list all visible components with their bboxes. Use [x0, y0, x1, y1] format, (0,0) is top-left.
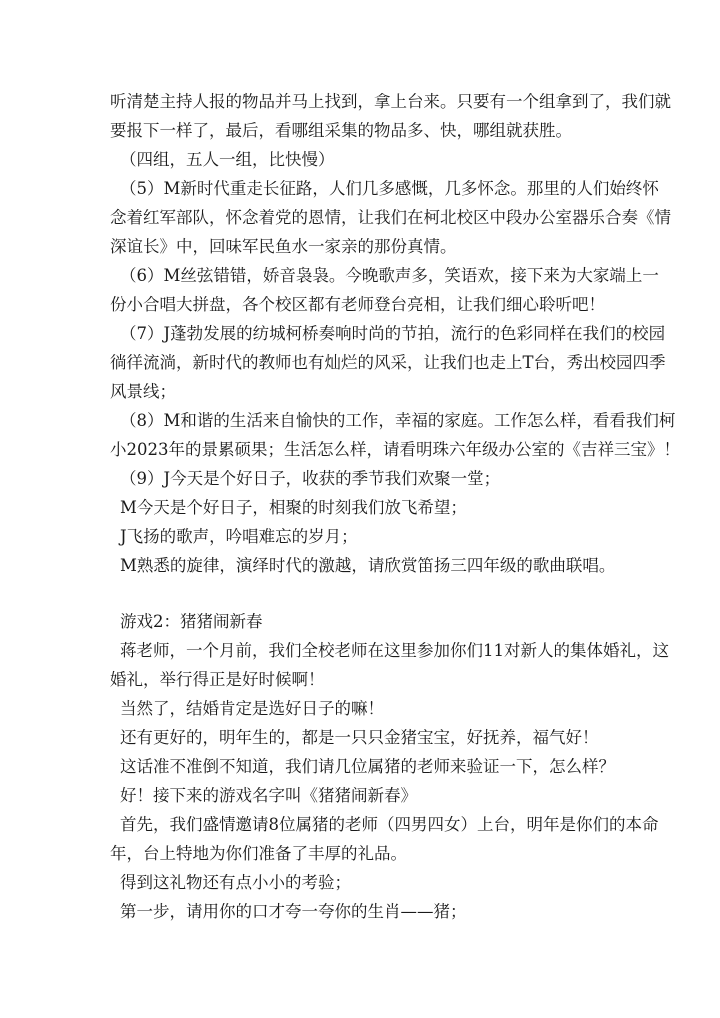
- text-line: 蒋老师，一个月前，我们全校老师在这里参加你们11对新人的集体婚礼，这: [120, 641, 669, 660]
- text-line: M熟悉的旋律，演绎时代的激越，请欣赏笛扬三四年级的歌曲联唱。: [120, 556, 616, 575]
- text-line: 得到这礼物还有点小小的考验；: [120, 873, 351, 892]
- text-line: 听清楚主持人报的物品并马上找到，拿上台来。只要有一个组拿到了，我们就: [110, 92, 671, 111]
- text-line: （6）M丝弦错错，娇音袅袅。今晚歌声多，笑语欢，接下来为大家端上一: [120, 266, 659, 285]
- text-line: （7）J蓬勃发展的纺城柯桥奏响时尚的节拍，流行的色彩同样在我们的校园: [120, 324, 666, 343]
- text-line: 第一步，请用你的口才夸一夸你的生肖——猪；: [120, 902, 467, 921]
- text-line: （8）M和谐的生活来自愉快的工作，幸福的家庭。工作怎么样，看看我们柯: [120, 411, 676, 430]
- text-line: 年，台上特地为你们准备了丰厚的礼品。: [110, 844, 407, 863]
- text-line: 小2023年的景累硕果；生活怎么样，请看明珠六年级办公室的《吉祥三宝》！: [110, 440, 680, 459]
- text-line: 念着红军部队，怀念着党的恩情，让我们在柯北校区中段办公室器乐合奏《情: [110, 208, 671, 227]
- text-line: （四组，五人一组，比快慢）: [120, 150, 335, 169]
- text-line: （9）J今天是个好日子，收获的季节我们欢聚一堂；: [120, 469, 501, 488]
- text-line: 还有更好的，明年生的，都是一只只金猪宝宝，好抚养，福气好！: [120, 728, 599, 747]
- text-line: 份小合唱大拼盘，各个校区都有老师登台亮相，让我们细心聆听吧！: [110, 295, 605, 314]
- text-line: 徜徉流淌，新时代的教师也有灿烂的风采，让我们也走上T台，秀出校园四季: [110, 353, 666, 372]
- text-line: 首先，我们盛情邀请8位属猪的老师（四男四女）上台，明年是你们的本命: [120, 815, 659, 834]
- text-line: 要报下一样了，最后，看哪组采集的物品多、快，哪组就获胜。: [110, 121, 572, 140]
- text-line: J飞扬的歌声，吟唱难忘的岁月；: [120, 527, 358, 546]
- text-line: 风景线；: [110, 382, 176, 401]
- text-line: 当然了，结婚肯定是选好日子的嘛！: [120, 699, 384, 718]
- text-line: 深谊长》中，回味军民鱼水一家亲的那份真情。: [110, 237, 457, 256]
- text-line: 这话准不准倒不知道，我们请几位属猪的老师来验证一下，怎么样？: [120, 757, 615, 776]
- text-line: （5）M新时代重走长征路，人们几多感慨，几多怀念。那里的人们始终怀: [120, 179, 659, 198]
- text-line: M今天是个好日子，相聚的时刻我们放飞希望；: [120, 498, 467, 517]
- section-heading: 游戏2：猪猪闹新春: [120, 612, 263, 631]
- text-line: 婚礼，举行得正是好时候啊！: [110, 670, 325, 689]
- text-line: 好！接下来的游戏名字叫《猪猪闹新春》: [120, 786, 417, 805]
